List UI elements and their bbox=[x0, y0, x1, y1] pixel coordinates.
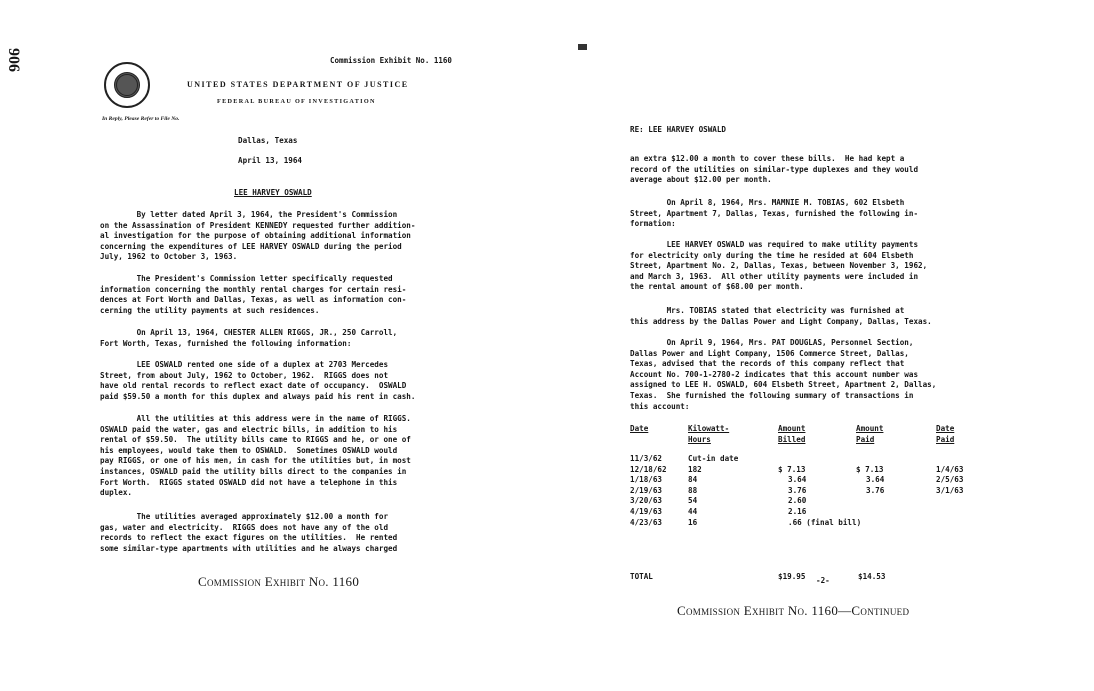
exhibit-caption-continued: Commission Exhibit No. 1160—Continued bbox=[677, 603, 910, 618]
table-cell: 3.64 bbox=[788, 475, 807, 485]
table-cell: 2/5/63 bbox=[936, 475, 964, 485]
exhibit-header: Commission Exhibit No. 1160 bbox=[330, 56, 452, 65]
paragraph: LEE OSWALD rented one side of a duplex at 2703 Mercedes Street, from about July, 1962 to October, 1962. RIGGS does not have old rental records to reflect exact date of occupancy. OSWALD paid $59.50 a month for this duplex and always paid his rent in cash. bbox=[100, 360, 416, 401]
paragraph: an extra $12.00 a month to cover these bills. He had kept a record of the utilities on similar-type duplexes and they would average about $12.00 per month. bbox=[630, 154, 919, 185]
paragraph: By letter dated April 3, 1964, the President's Commission on the Assassination of President KENNEDY requested further addition- al investigation for the purpose of obtaining additional information concerning the expenditures of LEE HARVEY OSWALD during the period July, 1962 to October 3, 1963. bbox=[100, 210, 416, 262]
paragraph: The utilities averaged approximately $12.00 a month for gas, water and electricity. RIGGS does not have any of the old records to reflect the exact figures on the utilities. He rented some similar-type apartments with utilities and he always charged bbox=[100, 512, 398, 553]
table-cell: 3.76 bbox=[788, 485, 807, 495]
letter-city: Dallas, Texas bbox=[238, 136, 298, 145]
table-cell: 4/23/63 bbox=[630, 517, 663, 527]
column-header: Amount Paid bbox=[856, 424, 884, 444]
column-header: Amount Billed bbox=[778, 424, 806, 444]
paragraph: On April 9, 1964, Mrs. PAT DOUGLAS, Personnel Section, Dallas Power and Light Company, 1506 Commerce Street, Dallas, Texas, advised that the records of this company reflect that Account No. 700-1-2780-2 indicates that this account number was assigned to LEE H. OSWALD, 604 Elsbeth Street, Apartment 2, Dallas, Texas. She furnished the following summary of transactions in this account: bbox=[630, 338, 937, 411]
page-marker: -2- bbox=[816, 576, 830, 585]
table-cell: 2/19/63 bbox=[630, 485, 663, 495]
table-cell: $ 7.13 bbox=[856, 464, 884, 474]
table-cell: 84 bbox=[688, 475, 698, 485]
table-cell: 11/3/62 bbox=[630, 454, 663, 463]
exhibit-caption: Commission Exhibit No. 1160 bbox=[198, 574, 360, 589]
total-billed: $19.95 bbox=[778, 572, 806, 581]
column-header: Date bbox=[630, 424, 649, 433]
table-cell: $ 7.13 bbox=[778, 464, 806, 474]
reply-note: In Reply, Please Refer to File No. bbox=[102, 116, 180, 122]
table-cell: 3.76 bbox=[866, 485, 885, 495]
table-cell: 54 bbox=[688, 496, 698, 506]
table-cell: 4/19/63 bbox=[630, 507, 663, 516]
department-name: UNITED STATES DEPARTMENT OF JUSTICE bbox=[187, 80, 409, 89]
table-cell: 1/4/63 bbox=[936, 464, 964, 474]
table-cell: 16 bbox=[688, 517, 698, 527]
table-cell: 44 bbox=[688, 507, 698, 516]
re-line: RE: LEE HARVEY OSWALD bbox=[630, 125, 727, 134]
table-cell: 2.60 bbox=[788, 496, 807, 506]
column-header: Date Paid bbox=[936, 424, 955, 444]
table-cell: 3.64 bbox=[866, 475, 885, 485]
column-header: Kilowatt- Hours bbox=[688, 424, 730, 444]
table-cell: 2.16 bbox=[788, 507, 807, 516]
table-cell: 182 bbox=[688, 464, 702, 474]
margin-page-number: 906 bbox=[5, 48, 22, 72]
letter-date: April 13, 1964 bbox=[238, 156, 303, 165]
letter-subject: LEE HARVEY OSWALD bbox=[234, 188, 312, 197]
paragraph: The President's Commission letter specifically requested information concerning the monthly rental charges for certain resi- dences at Fort Worth and Dallas, Texas, as well as information con- cerning the utility payments at such residences. bbox=[100, 274, 407, 315]
table-cell: 12/18/62 bbox=[630, 464, 667, 474]
doj-seal-icon bbox=[104, 62, 150, 108]
scan-mark bbox=[578, 44, 587, 50]
total-paid: $14.53 bbox=[858, 572, 886, 581]
table-cell: 3/20/63 bbox=[630, 496, 663, 506]
bureau-name: FEDERAL BUREAU OF INVESTIGATION bbox=[217, 98, 376, 105]
table-cell: Cut-in date bbox=[688, 454, 739, 463]
paragraph: Mrs. TOBIAS stated that electricity was furnished at this address by the Dallas Power and Light Company, Dallas, Texas. bbox=[630, 306, 932, 326]
table-cell: 1/18/63 bbox=[630, 475, 663, 485]
table-cell: 88 bbox=[688, 485, 698, 495]
table-cell: 3/1/63 bbox=[936, 485, 964, 495]
paragraph: LEE HARVEY OSWALD was required to make utility payments for electricity only during the time he resided at 604 Elsbeth Street, Apartment No. 2, Dallas, Texas, between November 3, 1962, and March 3, 1963. All other utility payments were included in the rental amount of $68.00 per month. bbox=[630, 240, 928, 292]
paragraph: All the utilities at this address were in the name of RIGGS. OSWALD paid the water, gas and electric bills, in addition to his rental of $59.50. The utility bills came to RIGGS and he, or one of his employees, would take them to OSWALD. Sometimes OSWALD would pay RIGGS, or one of his men, in cash for the utilities but, in most instances, OSWALD paid the utility bills direct to the companies in Fort Worth. RIGGS stated OSWALD did not have a telephone in this duplex. bbox=[100, 414, 411, 498]
total-label: TOTAL bbox=[630, 572, 653, 581]
table-cell: .66 (final bill) bbox=[788, 517, 862, 527]
paragraph: On April 13, 1964, CHESTER ALLEN RIGGS, JR., 250 Carroll, Fort Worth, Texas, furnished the following information: bbox=[100, 328, 398, 348]
paragraph: On April 8, 1964, Mrs. MAMNIE M. TOBIAS, 602 Elsbeth Street, Apartment 7, Dallas, Texas, furnished the following in- formation: bbox=[630, 198, 919, 229]
